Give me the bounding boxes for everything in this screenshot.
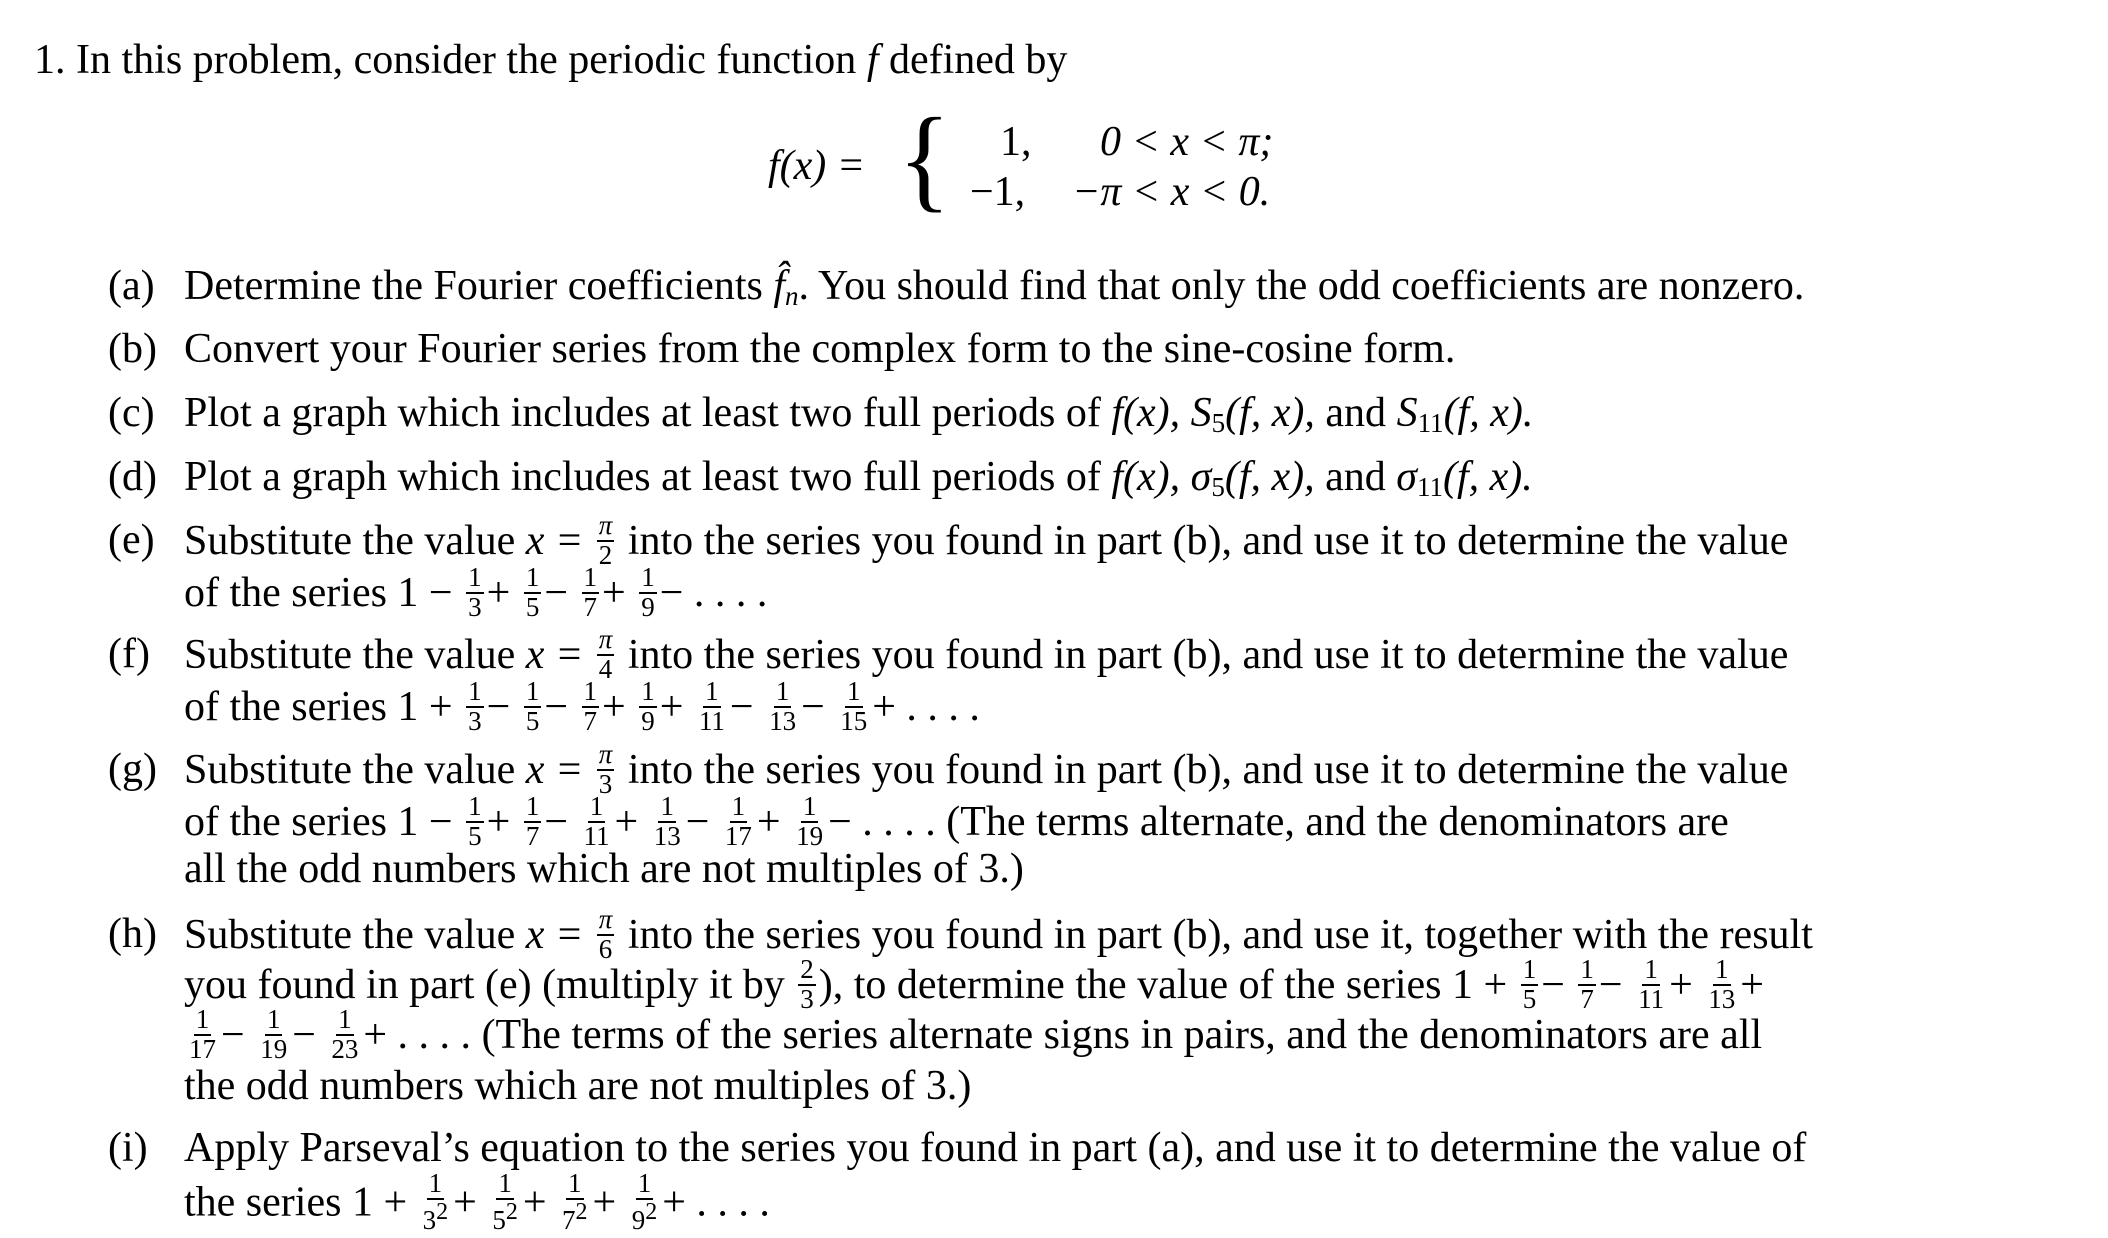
part-f-pi-fraction — [597, 626, 615, 683]
part-g-series-start: of the series 1 − — [184, 799, 453, 846]
term-denominator: 7 — [1580, 983, 1594, 1014]
term-operator: − — [292, 1012, 316, 1059]
denominator-base: 7 — [562, 1204, 576, 1235]
series-term — [1521, 956, 1539, 1013]
part-c-s5: S — [1190, 390, 1212, 436]
series-term — [639, 564, 657, 621]
term-denominator: 9 — [641, 705, 655, 736]
series-term — [421, 1170, 451, 1234]
term-operator: − — [544, 570, 568, 617]
part-f-x: x = — [525, 632, 584, 679]
series-term — [767, 678, 798, 735]
part-i-line2 — [184, 1168, 770, 1238]
term-numerator: 1 — [266, 1004, 281, 1034]
part-g-x: x = — [525, 747, 584, 794]
term-numerator: 1 — [428, 1168, 443, 1198]
term-numerator: 1 — [1580, 954, 1594, 984]
part-e-line1 — [184, 510, 1789, 573]
term-numerator: 1 — [1522, 954, 1537, 984]
term-numerator: 1 — [498, 1168, 512, 1198]
part-d-s11: σ — [1396, 454, 1417, 500]
part-g-line3: all the odd numbers which are not multiples of 3.) — [184, 846, 1024, 892]
denominator-exponent: 2 — [436, 1198, 449, 1225]
part-d-s5-sub: 5 — [1211, 472, 1225, 502]
part-c-s5-arg: (f, x), — [1225, 390, 1315, 436]
term-numerator: 1 — [641, 676, 655, 706]
term-numerator: 1 — [195, 1004, 210, 1034]
term-denominator: 11 — [583, 820, 610, 851]
series-term — [524, 793, 542, 850]
term-numerator: 1 — [583, 562, 597, 592]
part-c-and: and — [1325, 390, 1387, 436]
term-denominator — [421, 1200, 451, 1235]
part-h-line2 — [184, 954, 1764, 1017]
part-f-pre: Substitute the value — [184, 632, 516, 679]
term-denominator: 13 — [1708, 983, 1736, 1014]
part-d-and: and — [1325, 454, 1386, 500]
part-c-s5-sub: 5 — [1211, 408, 1226, 438]
term-operator: + — [614, 799, 639, 846]
term-denominator: 17 — [189, 1033, 216, 1064]
part-c-s11: S — [1396, 390, 1418, 436]
series-term — [1706, 956, 1737, 1013]
term-denominator: 9 — [641, 591, 655, 622]
term-denominator — [490, 1200, 520, 1235]
term-denominator: 5 — [468, 820, 482, 851]
term-numerator: 1 — [525, 791, 540, 821]
part-g-pre: Substitute the value — [184, 747, 516, 794]
part-f-label: (f) — [108, 631, 150, 677]
part-i-label: (i) — [108, 1125, 148, 1171]
term-operator: + . . . . — [363, 1012, 472, 1059]
left-brace: { — [898, 93, 951, 223]
part-h-pre: Substitute the value — [184, 912, 516, 959]
case1-condition: 0 < x < π; — [1100, 119, 1274, 165]
term-operator: + — [659, 684, 684, 731]
term-operator: + — [522, 1179, 547, 1226]
part-h-pi-fraction — [597, 906, 615, 963]
term-operator: + — [756, 799, 781, 846]
fraction-numerator: 2 — [800, 954, 814, 984]
part-g-line1 — [184, 739, 1789, 802]
part-h-note: (The terms of the series alternate signs in pairs, and the denominators are all — [481, 1012, 1763, 1059]
part-c-s11-sub: 11 — [1417, 408, 1444, 438]
series-term — [582, 793, 612, 850]
denominator-base: 3 — [422, 1204, 437, 1235]
term-denominator — [560, 1200, 590, 1235]
term-denominator: 11 — [698, 705, 725, 736]
term-operator: − — [486, 684, 511, 731]
term-operator: − — [221, 1012, 245, 1059]
term-operator: + — [1669, 962, 1693, 1009]
term-operator: − — [1598, 962, 1623, 1009]
intro-var: f — [866, 37, 879, 83]
series-term — [794, 793, 825, 850]
term-operator: + . . . . — [872, 684, 980, 731]
term-numerator: 1 — [568, 1168, 582, 1198]
term-denominator: 3 — [468, 705, 482, 736]
part-i-series-start: the series 1 + — [184, 1179, 408, 1226]
term-operator: − — [544, 799, 568, 846]
part-a-pre: Determine the Fourier coefficients — [184, 263, 763, 309]
series-term — [490, 1170, 520, 1234]
part-a-post: . You should find that only the odd coefficients are nonzero. — [798, 263, 1805, 309]
part-c-pre: Plot a graph which includes at least two full periods of — [184, 390, 1101, 436]
term-operator: + — [1740, 962, 1764, 1009]
part-d-label: (d) — [108, 454, 157, 500]
term-operator: + — [453, 1179, 477, 1226]
term-operator: − — [801, 684, 825, 731]
part-g-label: (g) — [108, 746, 157, 792]
term-numerator: 1 — [468, 562, 482, 592]
part-e-series-start: of the series 1 − — [184, 570, 453, 617]
part-d-s11-arg: (f, x). — [1443, 454, 1533, 500]
fraction-numerator: π — [598, 904, 613, 934]
denominator-exponent: 2 — [645, 1198, 658, 1225]
part-f-line2 — [184, 676, 980, 739]
series-term — [639, 678, 657, 735]
term-numerator: 1 — [468, 676, 482, 706]
series-term — [258, 1006, 289, 1063]
term-operator: − — [685, 799, 710, 846]
term-numerator: 1 — [1644, 954, 1658, 984]
part-d-s5: σ — [1190, 454, 1212, 500]
intro-tail: defined by — [888, 37, 1068, 83]
part-h-line4: the odd numbers which are not multiples of 3.) — [184, 1063, 972, 1109]
term-denominator: 23 — [331, 1033, 359, 1064]
series-term — [466, 564, 484, 621]
series-term — [524, 564, 542, 621]
part-e-pre: Substitute the value — [184, 518, 516, 565]
series-term — [582, 564, 600, 621]
term-denominator: 13 — [769, 705, 797, 736]
part-c-text — [184, 389, 1533, 439]
part-h-line2-pre: you found in part (e) (multiply it by — [184, 962, 785, 1009]
term-denominator — [630, 1200, 660, 1235]
fraction-denominator: 3 — [800, 983, 814, 1014]
part-e-pi-fraction — [597, 512, 615, 569]
term-operator: − — [1541, 962, 1565, 1009]
part-f-post: into the series you found in part (b), and use it to determine the value — [627, 632, 1789, 679]
term-numerator: 1 — [802, 791, 817, 821]
fraction-denominator: 2 — [598, 539, 613, 570]
term-denominator: 7 — [583, 591, 597, 622]
term-operator: − . . . . — [659, 570, 768, 617]
term-denominator: 7 — [525, 820, 540, 851]
term-operator: + — [592, 1179, 617, 1226]
part-d-s11-sub: 11 — [1417, 472, 1443, 502]
part-e-post: into the series you found in part (b), and use it to determine the value — [627, 518, 1789, 565]
part-c-s11-arg: (f, x). — [1443, 390, 1534, 436]
term-operator: + — [486, 799, 511, 846]
series-term — [466, 678, 484, 735]
series-term — [697, 678, 727, 735]
term-numerator: 1 — [637, 1168, 652, 1198]
series-term — [582, 678, 600, 735]
denominator-base: 9 — [631, 1204, 646, 1235]
part-d-s5-arg: (f, x), — [1224, 454, 1315, 500]
term-operator: + — [602, 570, 626, 617]
series-term — [630, 1170, 660, 1234]
term-denominator: 3 — [468, 591, 482, 622]
part-h-multiplier — [798, 956, 816, 1013]
part-a-text — [184, 262, 1804, 312]
part-a-sub: n — [785, 281, 799, 311]
denominator-exponent: 2 — [505, 1198, 518, 1225]
series-term — [1578, 956, 1596, 1013]
term-denominator: 19 — [796, 820, 824, 851]
term-operator: + — [602, 684, 626, 731]
part-g-note: (The terms alternate, and the denominators are — [946, 799, 1729, 846]
part-h-post: into the series you found in part (b), and use it, together with the result — [627, 912, 1813, 959]
term-operator: + . . . . — [662, 1179, 770, 1226]
fraction-numerator: π — [598, 510, 613, 540]
term-denominator: 15 — [840, 705, 868, 736]
series-term — [838, 678, 869, 735]
term-numerator: 1 — [641, 562, 655, 592]
problem-intro — [34, 36, 1067, 84]
part-b-text: Convert your Fourier series from the complex form to the sine-cosine form. — [184, 326, 1456, 372]
term-numerator: 1 — [1715, 954, 1729, 984]
term-denominator: 5 — [525, 591, 540, 622]
fraction-denominator: 4 — [598, 653, 613, 684]
fraction-numerator: π — [598, 739, 613, 769]
fraction-numerator: π — [598, 624, 613, 654]
series-term — [1636, 956, 1666, 1013]
term-denominator: 17 — [724, 820, 752, 851]
part-e-x: x = — [525, 518, 584, 565]
part-e-label: (e) — [108, 517, 155, 563]
part-e-line2 — [184, 562, 768, 625]
term-denominator: 11 — [1638, 983, 1665, 1014]
term-operator: + — [486, 570, 511, 617]
term-numerator: 1 — [775, 676, 790, 706]
part-a-var: f̂ — [773, 263, 786, 309]
problem-number: 1. — [34, 37, 66, 83]
part-d-f: f(x), — [1111, 454, 1181, 500]
part-g-pi-fraction — [597, 741, 615, 798]
denominator-base: 5 — [492, 1204, 506, 1235]
case2-condition: −π < x < 0. — [1072, 169, 1271, 215]
series-term — [560, 1170, 590, 1234]
series-term — [466, 793, 484, 850]
term-operator: − . . . . — [828, 799, 936, 846]
series-term — [723, 793, 754, 850]
definition-lhs: f(x) = — [768, 143, 866, 189]
term-operator: − — [729, 684, 754, 731]
part-h-line2-mid: ), to determine the value of the series 1 + — [818, 962, 1508, 1009]
term-numerator: 1 — [338, 1004, 352, 1034]
part-h-line3 — [184, 1004, 1763, 1067]
term-numerator: 1 — [589, 791, 604, 821]
term-numerator: 1 — [731, 791, 746, 821]
part-f-series-start: of the series 1 + — [184, 684, 453, 731]
part-f-line1 — [184, 624, 1789, 687]
fraction-denominator: 6 — [598, 933, 613, 964]
part-h-label: (h) — [108, 911, 157, 957]
case1-value: 1, — [1000, 119, 1032, 165]
term-numerator: 1 — [525, 562, 540, 592]
part-a-label: (a) — [108, 263, 155, 309]
term-numerator: 1 — [660, 791, 674, 821]
term-denominator: 19 — [260, 1033, 288, 1064]
part-i-line1: Apply Parseval’s equation to the series you found in part (a), and use it to determine the value of — [184, 1125, 1807, 1171]
term-numerator: 1 — [468, 791, 482, 821]
part-h-x: x = — [525, 912, 584, 959]
term-denominator: 5 — [525, 705, 540, 736]
part-c-f: f(x), — [1111, 390, 1181, 436]
series-term — [524, 678, 542, 735]
term-denominator: 5 — [1522, 983, 1537, 1014]
term-denominator: 7 — [583, 705, 597, 736]
term-operator: − — [544, 684, 568, 731]
series-term — [329, 1006, 360, 1063]
part-h-line1 — [184, 904, 1813, 967]
part-c-label: (c) — [108, 390, 155, 436]
intro-text: In this problem, consider the periodic function — [76, 37, 857, 83]
denominator-exponent: 2 — [575, 1198, 588, 1225]
part-d-text — [184, 453, 1533, 503]
series-term — [652, 793, 683, 850]
term-numerator: 1 — [583, 676, 597, 706]
part-d-pre: Plot a graph which includes at least two full periods of — [184, 454, 1101, 500]
fraction-denominator: 3 — [598, 768, 613, 799]
term-numerator: 1 — [705, 676, 719, 706]
case2-value: −1, — [970, 169, 1026, 215]
term-denominator: 13 — [653, 820, 681, 851]
term-numerator: 1 — [847, 676, 861, 706]
part-b-label: (b) — [108, 326, 157, 372]
series-term — [187, 1006, 218, 1063]
part-g-post: into the series you found in part (b), and use it to determine the value — [627, 747, 1789, 794]
term-numerator: 1 — [525, 676, 540, 706]
